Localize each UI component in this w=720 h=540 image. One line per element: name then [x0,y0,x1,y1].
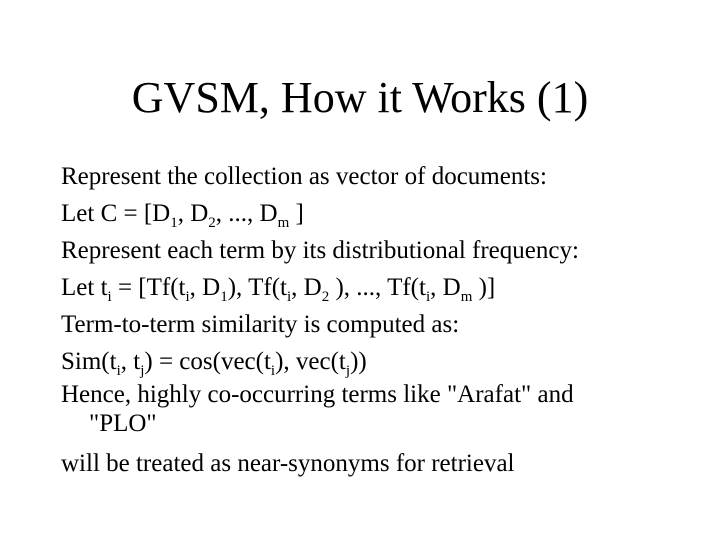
body-line-3: Represent each term by its distributional frequency: [61,237,579,264]
body-line-7-continued: "PLO" [89,410,157,437]
subscript: j [140,363,145,379]
text-run: Let t [61,274,108,301]
body-line-7: Hence, highly co-occurring terms like "Arafat" and [61,381,574,408]
subscript: 1 [170,215,178,231]
text-run: Sim(t [61,348,117,375]
subscript: i [185,289,190,305]
text-run: , ..., D [215,200,278,227]
text-run: ] [289,200,304,227]
text-run: Let C = [D [61,200,171,227]
body-line-6 [61,343,701,380]
text-run: , D [189,274,221,301]
subscript: j [345,363,351,379]
slide-body [61,158,701,482]
body-line-1: Represent the collection as vector of documents: [61,163,547,190]
subscript: i [270,363,276,379]
text-run: , D [177,200,209,227]
subscript: 1 [220,289,228,305]
text-run: ), Tf(t [227,274,287,301]
body-line-5: Term-to-term similarity is computed as: [61,311,460,338]
text-run: ) = cos(vec(t [144,348,271,375]
subscript: i [107,289,112,305]
slide-title: GVSM, How it Works (1) [131,73,589,122]
text-run: , D [291,274,322,301]
subscript: i [425,289,431,305]
subscript: 2 [208,215,216,231]
text-run: , D [430,274,461,301]
subscript: i [116,363,121,379]
subscript: m [460,289,473,305]
text-run: ), vec(t [275,348,346,375]
text-run: = [Tf(t [111,274,186,301]
text-run: ), ..., Tf(t [329,274,426,301]
text-run: )] [472,274,496,301]
body-line-4 [61,269,701,306]
text-run: )) [350,348,367,375]
subscript: i [286,289,292,305]
subscript: m [277,215,290,231]
body-line-2 [61,195,701,232]
text-run: , t [120,348,141,375]
body-line-8: will be treated as near-synonyms for retrieval [61,450,515,477]
subscript: 2 [321,289,330,305]
